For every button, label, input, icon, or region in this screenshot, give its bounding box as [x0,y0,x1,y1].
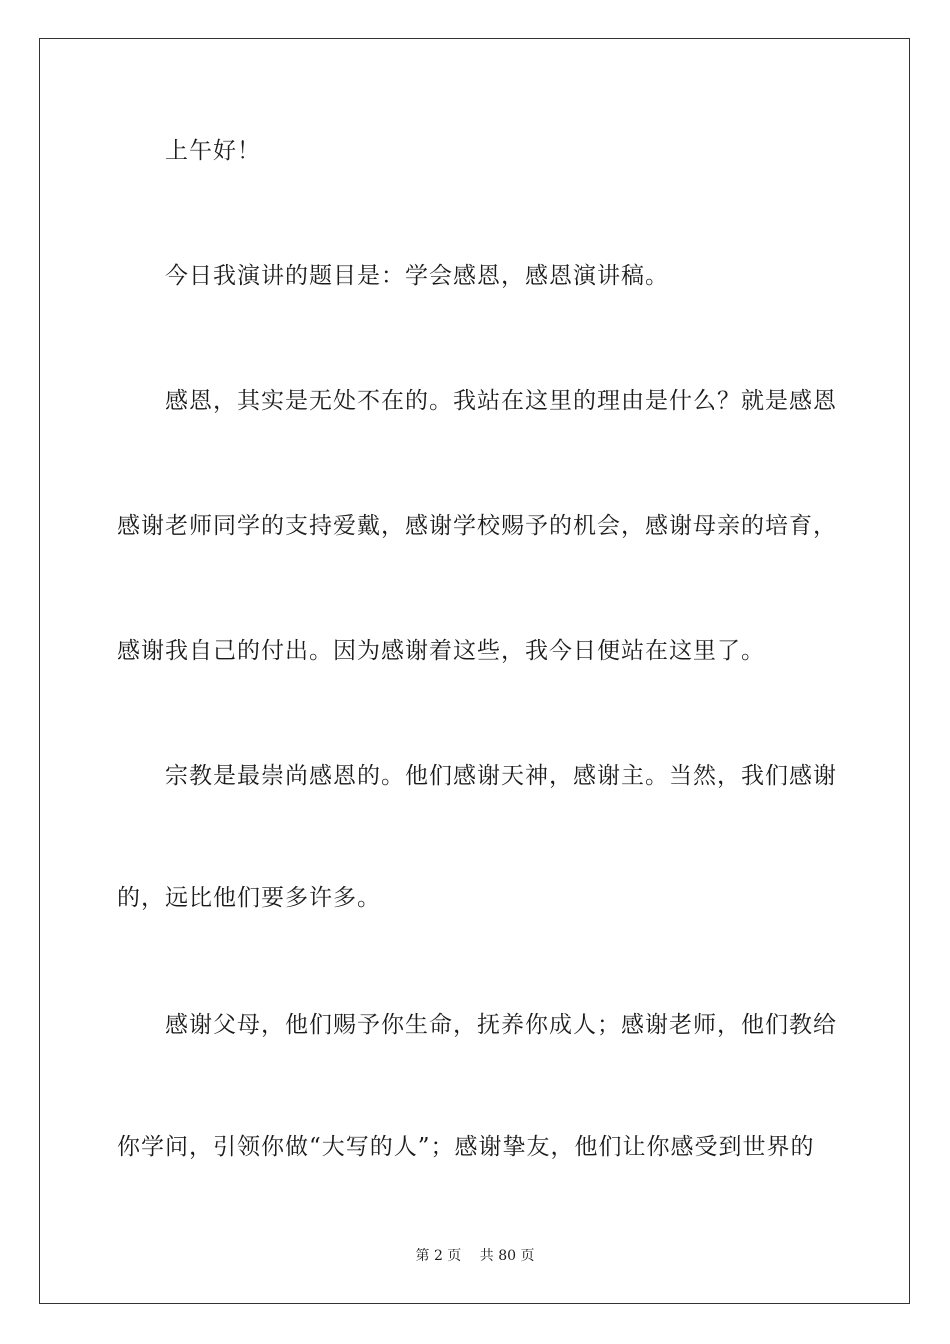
paragraph-line: 的，远比他们要多许多。 [117,885,381,911]
page-border [39,38,910,1304]
paragraph-line: 感谢我自己的付出。因为感谢着这些，我今日便站在这里了。 [117,638,765,664]
page-number: 第 2 页 [415,1248,462,1264]
page-total: 共 80 页 [479,1248,535,1264]
paragraph-line: 感谢父母，他们赐予你生命，抚养你成人；感谢老师，他们教给 [165,1012,837,1038]
greeting-line: 上午好！ [165,138,261,164]
paragraph-line: 今日我演讲的题目是：学会感恩，感恩演讲稿。 [165,263,669,289]
paragraph-line: 你学问，引领你做“大写的人”；感谢挚友，他们让你感受到世界的 [117,1134,815,1160]
page-footer [0,1246,950,1266]
paragraph-line: 宗教是最崇尚感恩的。他们感谢天神，感谢主。当然，我们感谢 [165,763,837,789]
paragraph-line: 感恩，其实是无处不在的。我站在这里的理由是什么？就是感恩 [165,388,837,414]
paragraph-line: 感谢老师同学的支持爱戴，感谢学校赐予的机会，感谢母亲的培育， [117,513,837,539]
